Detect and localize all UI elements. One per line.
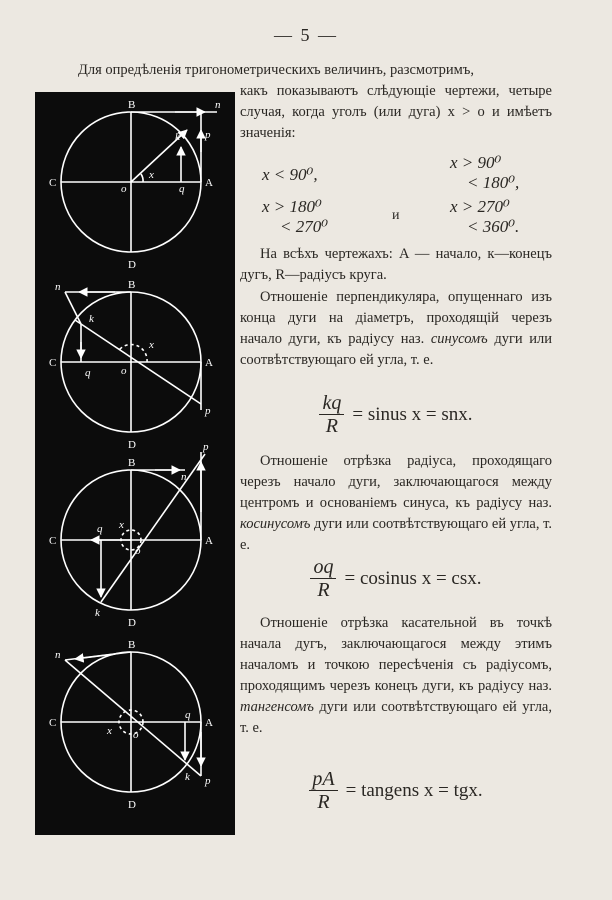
and-word: и — [392, 208, 400, 223]
svg-text:x: x — [149, 339, 154, 351]
case-description: какъ показываютъ слѣдующіе чертежи, четыре случая, когда уголъ (или дуга) x > o и имѣетъ значенія: — [240, 83, 552, 141]
figure-2 — [61, 292, 201, 432]
page-number: — 5 — — [274, 25, 338, 45]
ineq-2-bot: < 180⁰, — [467, 173, 520, 192]
svg-text:p: p — [205, 775, 211, 787]
svg-text:A: A — [205, 535, 213, 547]
svg-text:q: q — [185, 709, 191, 721]
trig-diagrams — [35, 92, 235, 835]
svg-text:D: D — [128, 439, 136, 451]
ineq-4-bot: < 360⁰. — [467, 217, 520, 236]
cosinus-term: косинусомъ — [240, 516, 311, 532]
svg-text:q: q — [85, 367, 91, 379]
sinus-definition: Отношеніе перпендикуляра, опущеннаго изъ конца дуги на діаметръ, проходящій черезъ начало дуги, къ радіусу наз. синусомъ дуги или соотвѣтствующаго ей угла, т. е. — [240, 289, 553, 368]
svg-text:B: B — [128, 457, 136, 469]
svg-text:o: o — [133, 729, 139, 741]
svg-text:k: k — [89, 313, 94, 325]
intro-line: Для опредѣленія тригонометрическихъ величинъ, разсмотримъ, — [78, 62, 474, 78]
svg-text:n: n — [181, 471, 187, 483]
svg-text:k: k — [175, 131, 180, 143]
svg-text:C: C — [49, 717, 57, 729]
svg-text:B: B — [128, 99, 136, 111]
svg-text:x: x — [149, 169, 154, 181]
svg-text:D: D — [128, 259, 136, 271]
ineq-1: x < 90⁰, — [262, 165, 318, 184]
sinus-term: синусомъ — [430, 331, 488, 347]
figure-4 — [61, 652, 201, 792]
tangens-definition: Отношеніе отрѣзка касательной въ точкѣ начала дугъ, заключающагося между этимъ началомъ и точкою пересѣченія съ радіусомъ, проходящимъ черезъ конецъ дуги, къ радіусу наз. тангенсомъ дуги или соотвѣтствующаго ей угла, т. е. — [240, 615, 552, 736]
svg-text:B: B — [128, 639, 136, 651]
svg-text:C: C — [49, 177, 57, 189]
svg-text:D: D — [128, 799, 136, 811]
tangens-term: тангенсомъ — [240, 699, 314, 715]
ineq-3-top: x > 180⁰ — [262, 197, 322, 216]
svg-text:D: D — [128, 617, 136, 629]
notation-paragraph: На всѣхъ чертежахъ: A — начало, к—конецъ дугъ, R—радіусъ круга. — [240, 246, 552, 283]
formula-sinus: $\frac{kq}{R}$ = sinus x = snx. — [240, 392, 552, 437]
svg-text:A: A — [205, 717, 213, 729]
svg-text:o: o — [135, 545, 141, 557]
svg-text:k: k — [95, 607, 100, 619]
svg-text:p: p — [205, 129, 211, 141]
formula-cosinus: $\frac{oq}{R}$ = cosinus x = csx. — [240, 556, 552, 601]
svg-text:q: q — [179, 183, 185, 195]
ineq-4-top: x > 270⁰ — [450, 197, 510, 216]
svg-text:o: o — [121, 365, 127, 377]
svg-text:n: n — [55, 281, 61, 293]
svg-text:A: A — [205, 177, 213, 189]
formula-tangens: $\frac{pA}{R}$ = tangens x = tgx. — [240, 768, 552, 813]
svg-text:k: k — [185, 771, 190, 783]
svg-text:B: B — [128, 279, 136, 291]
ineq-2-top: x > 90⁰ — [450, 153, 502, 172]
svg-text:x: x — [107, 725, 112, 737]
diagram-panel — [35, 92, 235, 835]
svg-text:C: C — [49, 357, 57, 369]
svg-text:p: p — [205, 405, 211, 417]
svg-text:C: C — [49, 535, 57, 547]
cosinus-definition: Отношеніе отрѣзка радіуса, проходящаго черезъ начало дуги, заключающагося между центромъ и основаніемъ синуса, къ радіусу наз. косинусомъ дуги или соотвѣтствующаго ей угла, т. е. — [240, 453, 552, 553]
svg-text:n: n — [215, 99, 221, 111]
svg-text:p: p — [203, 441, 209, 453]
svg-text:x: x — [119, 519, 124, 531]
svg-text:A: A — [205, 357, 213, 369]
ineq-3-bot: < 270⁰ — [280, 217, 329, 236]
svg-text:q: q — [97, 523, 103, 535]
svg-text:o: o — [121, 183, 127, 195]
figure-1 — [61, 110, 217, 252]
svg-text:n: n — [55, 649, 61, 661]
